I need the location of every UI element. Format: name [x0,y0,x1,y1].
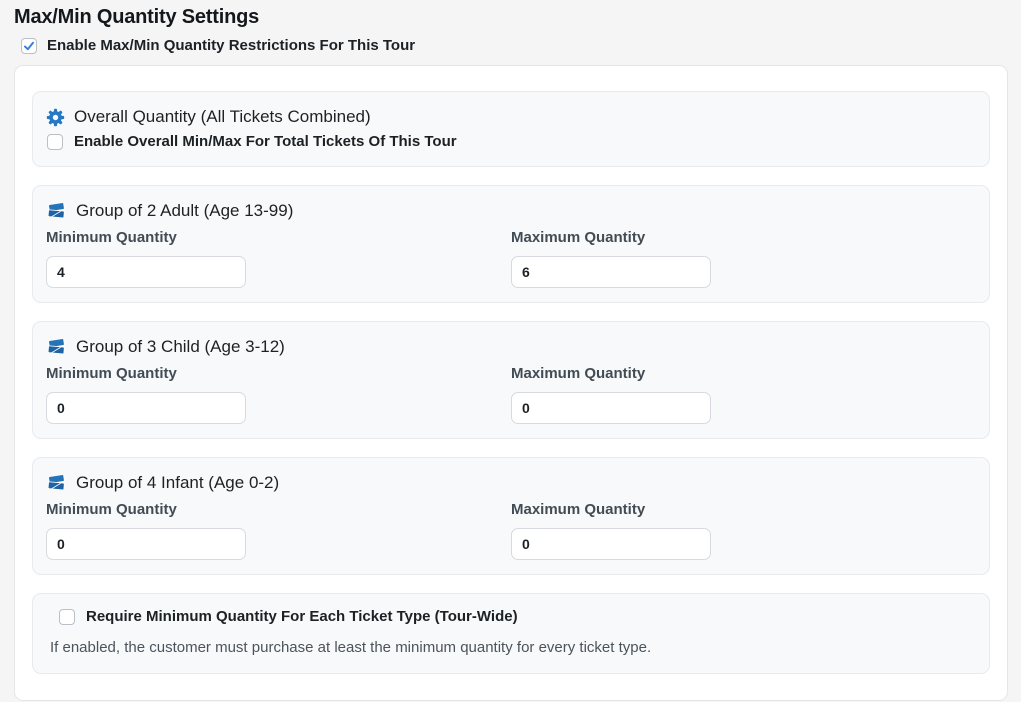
require-minimum-label: Require Minimum Quantity For Each Ticket Type (Tour-Wide) [86,608,518,625]
overall-quantity-card [32,91,990,167]
group-infant-fields [46,501,976,560]
min-quantity-label: Minimum Quantity [46,365,177,382]
group-child-header [46,335,976,359]
group-child-heading: Group of 3 Child (Age 3-12) [76,337,285,356]
group-infant-heading: Group of 4 Infant (Age 0-2) [76,473,280,492]
overall-toggle-label: Enable Overall Min/Max For Total Tickets Of This Tour [74,133,457,150]
master-toggle-checkbox[interactable] [21,38,37,54]
min-quantity-label: Minimum Quantity [46,501,177,518]
group-card-infant [32,457,990,575]
min-quantity-field [46,229,511,288]
group-adult-fields [46,229,976,288]
overall-toggle-checkbox[interactable] [47,134,63,150]
master-toggle-row [21,37,1008,54]
page-title: Max/Min Quantity Settings [14,6,260,28]
tickets-icon [46,337,67,357]
overall-toggle-row [47,133,976,150]
settings-panel [14,65,1008,701]
group-card-adult [32,185,990,303]
max-quantity-field [511,229,976,288]
max-quantity-label: Maximum Quantity [511,365,646,382]
min-quantity-input-adult[interactable] [46,256,246,288]
min-quantity-input-infant[interactable] [46,528,246,560]
group-adult-header [46,199,976,223]
min-quantity-field [46,501,511,560]
min-quantity-label: Minimum Quantity [46,229,177,246]
gear-icon [46,108,65,127]
max-quantity-input-child[interactable] [511,392,711,424]
overall-quantity-heading: Overall Quantity (All Tickets Combined) [74,107,371,126]
master-toggle-label: Enable Max/Min Quantity Restrictions For This Tour [47,37,416,54]
group-card-child [32,321,990,439]
min-quantity-input-child[interactable] [46,392,246,424]
max-quantity-field [511,365,976,424]
max-quantity-field [511,501,976,560]
overall-quantity-header [46,105,976,129]
require-minimum-row [59,608,976,625]
min-quantity-field [46,365,511,424]
max-quantity-input-infant[interactable] [511,528,711,560]
tickets-icon [46,473,67,493]
tickets-icon [46,201,67,221]
group-infant-header [46,471,976,495]
group-child-fields [46,365,976,424]
require-minimum-help-text: If enabled, the customer must purchase at least the minimum quantity for every ticket type. [50,639,652,656]
max-quantity-input-adult[interactable] [511,256,711,288]
check-icon [23,40,35,52]
require-minimum-card [32,593,990,674]
max-quantity-label: Maximum Quantity [511,501,646,518]
group-adult-heading: Group of 2 Adult (Age 13-99) [76,201,294,220]
max-quantity-label: Maximum Quantity [511,229,646,246]
require-minimum-checkbox[interactable] [59,609,75,625]
